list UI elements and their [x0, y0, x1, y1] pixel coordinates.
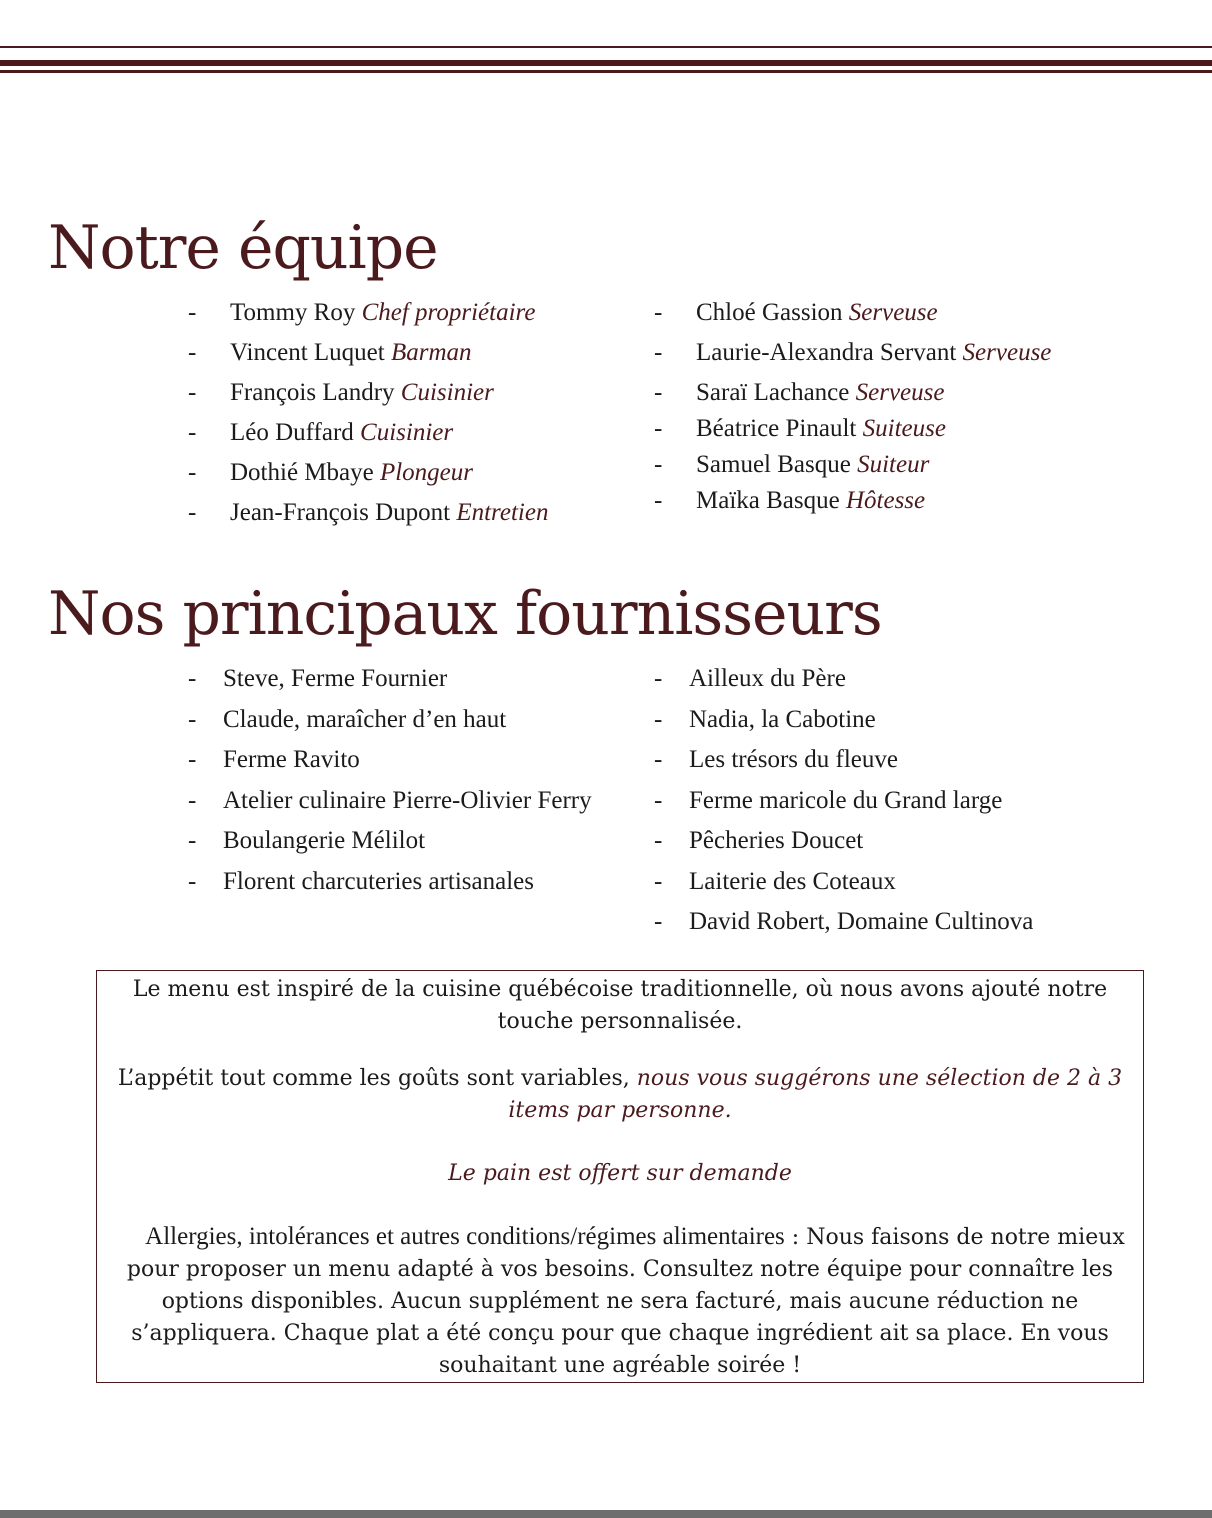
- list-dash: -: [188, 379, 197, 406]
- suppliers-heading: Nos principaux fournisseurs: [48, 579, 882, 649]
- list-dash: -: [188, 867, 197, 895]
- list-dash: -: [654, 867, 663, 895]
- list-dash: -: [188, 705, 197, 733]
- member-name: Léo Duffard: [230, 419, 354, 446]
- supplier-name: Atelier culinaire Pierre-Olivier Ferry: [223, 786, 592, 814]
- top-rule-thin: [0, 46, 1212, 48]
- list-dash: -: [654, 415, 663, 442]
- supplier-name: Les trésors du fleuve: [689, 746, 898, 773]
- allergy-title: Allergies, intolérances et autres conditions/régimes alimentaires: [145, 1223, 785, 1250]
- list-dash: -: [654, 339, 663, 366]
- member-role: Serveuse: [848, 299, 938, 326]
- member-role: Suiteur: [857, 451, 930, 478]
- list-dash: -: [654, 908, 663, 935]
- list-dash: -: [188, 339, 197, 366]
- allergy-body: : Nous faisons de notre mieux pour proposer un menu adapté à vos besoins. Consultez notre équipe pour connaître les options disponibles. Aucun supplément ne sera facturé, mais aucune réduction ne s’appliquera. Chaque plat a été conçu pour que chaque ingrédient ait sa place. En vous souhaitant une agréable soirée !: [126, 1225, 1125, 1378]
- supplier-name: David Robert, Domaine Cultinova: [689, 908, 1034, 935]
- list-dash: -: [654, 299, 663, 326]
- list-dash: -: [654, 487, 663, 514]
- appetite-text: [97, 1063, 1143, 1127]
- member-name: Jean-François Dupont: [230, 499, 451, 526]
- list-dash: -: [188, 459, 197, 486]
- member-name: Samuel Basque: [696, 451, 851, 478]
- member-name: Laurie-Alexandra Servant: [696, 339, 957, 366]
- member-name: Saraï Lachance: [696, 379, 850, 406]
- list-dash: -: [188, 786, 197, 814]
- list-dash: -: [188, 299, 197, 326]
- appetite-plain: L’appétit tout comme les goûts sont variables,: [117, 1066, 637, 1091]
- list-dash: -: [654, 705, 663, 733]
- member-role: Plongeur: [379, 459, 474, 486]
- team-heading: Notre équipe: [48, 213, 438, 283]
- allergy-text: [97, 1221, 1143, 1382]
- list-dash: -: [654, 451, 663, 478]
- member-role: Suiteuse: [862, 415, 946, 442]
- menu-notice-box: [96, 970, 1144, 1383]
- list-dash: -: [188, 665, 197, 692]
- bread-text: Le pain est offert sur demande: [448, 1161, 792, 1186]
- top-rule-thick: [0, 60, 1212, 66]
- member-role: Cuisinier: [360, 419, 454, 446]
- appetite-suggestion: nous vous suggérons une sélection de 2 à 3 items par personne.: [508, 1066, 1123, 1123]
- list-dash: -: [654, 827, 663, 854]
- member-name: Vincent Luquet: [230, 339, 385, 366]
- list-dash: -: [654, 746, 663, 773]
- list-dash: -: [188, 827, 197, 854]
- supplier-name: Pêcheries Doucet: [689, 827, 864, 854]
- top-rule-medium: [0, 70, 1212, 73]
- supplier-name: Steve, Ferme Fournier: [223, 665, 448, 692]
- member-name: Tommy Roy: [230, 299, 356, 326]
- member-role: Chef propriétaire: [361, 299, 536, 326]
- member-name: Chloé Gassion: [696, 299, 843, 326]
- member-role: Serveuse: [855, 379, 945, 406]
- member-name: Maïka Basque: [696, 487, 840, 514]
- list-dash: -: [188, 419, 197, 446]
- supplier-name: Nadia, la Cabotine: [689, 705, 876, 733]
- supplier-name: Laiterie des Coteaux: [689, 867, 896, 895]
- member-name: François Landry: [230, 379, 395, 406]
- member-role: Entretien: [456, 499, 549, 526]
- supplier-name: Claude, maraîcher d’en haut: [223, 705, 507, 733]
- supplier-name: Boulangerie Mélilot: [223, 827, 426, 854]
- supplier-name: Ferme Ravito: [223, 746, 360, 773]
- list-dash: -: [188, 499, 197, 526]
- member-role: Hôtesse: [845, 487, 926, 514]
- menu-intro-text: Le menu est inspiré de la cuisine québécoise traditionnelle, où nous avons ajouté notre touche personnalisée.: [132, 977, 1108, 1034]
- list-dash: -: [654, 786, 663, 814]
- list-dash: -: [654, 665, 663, 692]
- member-role: Serveuse: [962, 339, 1052, 366]
- supplier-name: Ferme maricole du Grand large: [689, 786, 1003, 814]
- member-role: Barman: [390, 339, 472, 366]
- member-role: Cuisinier: [400, 379, 494, 406]
- list-dash: -: [188, 746, 197, 773]
- member-name: Béatrice Pinault: [696, 415, 857, 442]
- supplier-name: Florent charcuteries artisanales: [223, 867, 534, 895]
- member-name: Dothié Mbaye: [230, 459, 374, 486]
- bottom-scroll-bar: [0, 1510, 1212, 1518]
- list-dash: -: [654, 379, 663, 406]
- supplier-name: Ailleux du Père: [689, 665, 846, 692]
